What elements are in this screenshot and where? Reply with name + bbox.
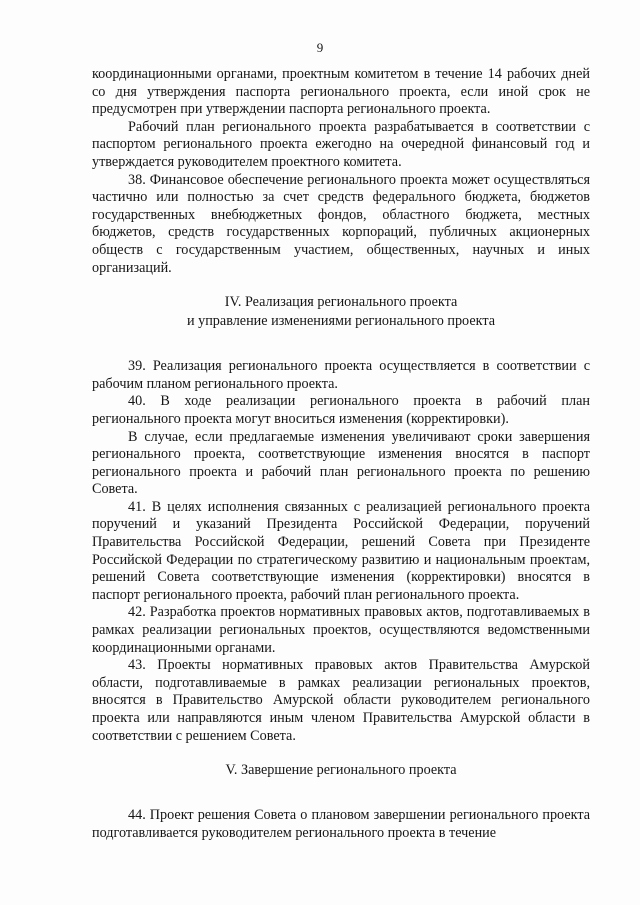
paragraph: В случае, если предлагаемые изменения увеличивают сроки завершения регионального проекта, соответствующие изменения вносятся в паспорт регионального проекта и рабочий план регионального проекта по решению Совета.: [92, 428, 590, 498]
document-body: [92, 66, 590, 842]
paragraph: 42. Разработка проектов нормативных правовых актов, подготавливаемых в рамках реализации региональных проектов, осуществляются ведомственными координационными органами.: [92, 604, 590, 656]
paragraph: 38. Финансовое обеспечение регионального проекта может осуществляться частично или полностью за счет средств федерального бюджета, бюджетов государственных внебюджетных фондов, областного бюджета, местных бюджетов, средств государственных корпораций, публичных акционерных обществ с государственным участием, общественных, научных и иных организаций.: [92, 171, 590, 276]
section-heading-line: IV. Реализация регионального проекта: [224, 294, 458, 311]
paragraph: 41. В целях исполнения связанных с реализацией регионального проекта поручений и указаний Президента Российской Федерации, поручений Правительства Российской Федерации, решений Совета при Президенте Российской Федерации по стратегическому развитию и национальным проектам, решений Совета соответствующие изменения (корректировки) вносятся в паспорт регионального проекта, рабочий план регионального проекта.: [92, 498, 590, 603]
paragraph: 39. Реализация регионального проекта осуществляется в соответствии с рабочим планом регионального проекта.: [92, 358, 590, 392]
paragraph: 43. Проекты нормативных правовых актов Правительства Амурской области, подготавливаемые в рамках реализации региональных проектов, вносятся в Правительство Амурской области руководителем регионального проекта или направляются иным членом Правительства Амурской области в соответствии с решением Совета.: [92, 657, 590, 744]
paragraph: 44. Проект решения Совета о плановом завершении регионального проекта подготавливается руководителем регионального проекта в течение: [92, 807, 590, 841]
section-heading-line: V. Завершение регионального проекта: [225, 762, 457, 779]
paragraph: 40. В ходе реализации регионального проекта в рабочий план регионального проекта могут вноситься изменения (корректировки).: [92, 393, 590, 427]
paragraph: Рабочий план регионального проекта разрабатывается в соответствии с паспортом регионального проекта ежегодно на очередной финансовый год и утверждается руководителем проектного комитета.: [92, 118, 590, 170]
paragraph: координационными органами, проектным комитетом в течение 14 рабочих дней со дня утверждения паспорта регионального проекта, если иной срок не предусмотрен при утверждении паспорта регионального проекта.: [92, 66, 590, 118]
section-heading: [92, 761, 590, 780]
page-number: 9: [316, 40, 324, 55]
section-heading: [92, 293, 590, 331]
section-heading-line: и управление изменениями регионального проекта: [186, 313, 495, 330]
